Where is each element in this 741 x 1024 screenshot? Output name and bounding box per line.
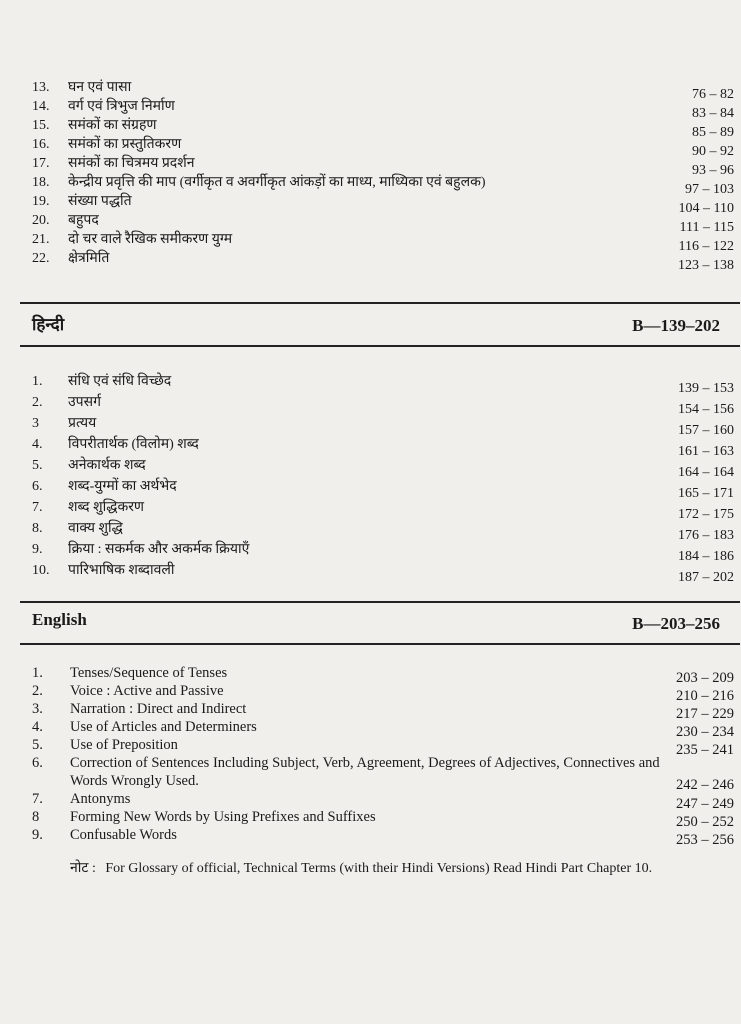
entry-page-range: 184 – 186 xyxy=(678,549,734,564)
entry-title: समंकों का संग्रहण xyxy=(68,118,157,133)
toc-entry xyxy=(32,249,734,273)
entry-page-range: 161 – 163 xyxy=(678,444,734,459)
entry-title: बहुपद xyxy=(68,213,99,228)
entry-number: 5. xyxy=(32,737,43,753)
entry-page-range: 76 – 82 xyxy=(692,87,734,102)
hindi-section-header xyxy=(32,312,720,338)
section-title: English xyxy=(32,610,87,629)
entry-page-range: 104 – 110 xyxy=(678,201,734,216)
entry-title: वाक्य शुद्धि xyxy=(68,521,123,536)
entry-page-range: 83 – 84 xyxy=(692,106,734,121)
entry-number: 7. xyxy=(32,791,43,807)
entry-title: समंकों का चित्रमय प्रदर्शन xyxy=(68,156,195,171)
entry-number: 7. xyxy=(32,500,43,515)
entry-title: पारिभाषिक शब्दावली xyxy=(68,563,175,578)
section-page-range: B—203–256 xyxy=(632,614,720,633)
maths-toc-list xyxy=(32,78,734,273)
entry-title: प्रत्यय xyxy=(68,416,97,431)
entry-number: 4. xyxy=(32,437,43,452)
entry-number: 18. xyxy=(32,175,50,190)
toc-entry xyxy=(32,78,734,102)
entry-page-range: 247 – 249 xyxy=(676,796,734,812)
entry-number: 1. xyxy=(32,665,43,681)
entry-number: 3. xyxy=(32,701,43,717)
toc-entry xyxy=(32,477,734,501)
toc-entry xyxy=(32,393,734,417)
entry-page-range: 164 – 164 xyxy=(678,465,734,480)
entry-number: 17. xyxy=(32,156,50,171)
entry-page-range: 187 – 202 xyxy=(678,570,734,585)
entry-title: Narration : Direct and Indirect xyxy=(70,701,247,717)
toc-entry xyxy=(32,154,734,178)
entry-title: Forming New Words by Using Prefixes and Suffixes xyxy=(70,809,376,825)
entry-title: Correction of Sentences Including Subject, Verb, Agreement, Degrees of Adjectives, Connectives and Words Wrongly Used. xyxy=(70,755,660,789)
toc-entry xyxy=(32,718,734,740)
entry-number: 8. xyxy=(32,521,43,536)
entry-number: 3 xyxy=(32,416,39,431)
entry-number: 1. xyxy=(32,374,43,389)
section-divider xyxy=(20,302,740,304)
entry-title: Use of Articles and Determiners xyxy=(70,719,257,735)
toc-entry xyxy=(32,790,734,812)
entry-title: शब्द शुद्धिकरण xyxy=(68,500,145,515)
entry-title: Antonyms xyxy=(70,791,131,807)
entry-number: 14. xyxy=(32,99,50,114)
entry-number: 13. xyxy=(32,80,50,95)
hindi-toc-list xyxy=(32,372,734,585)
entry-number: 22. xyxy=(32,251,50,266)
entry-page-range: 250 – 252 xyxy=(676,814,734,830)
footnote xyxy=(70,858,652,877)
toc-entry xyxy=(32,664,734,686)
toc-entry xyxy=(32,97,734,121)
entry-title: केन्द्रीय प्रवृत्ति की माप (वर्गीकृत व अवर्गीकृत आंकड़ों का माध्य, माध्यिका एवं बहुलक) xyxy=(68,175,486,190)
note-text: For Glossary of official, Technical Terms (with their Hindi Versions) Read Hindi Part Chapter 10. xyxy=(105,861,653,876)
entry-title: Tenses/Sequence of Tenses xyxy=(70,665,228,681)
toc-entry xyxy=(32,135,734,159)
english-toc-list xyxy=(32,664,734,848)
entry-number: 2. xyxy=(32,395,43,410)
entry-number: 20. xyxy=(32,213,50,228)
entry-page-range: 85 – 89 xyxy=(692,125,734,140)
entry-title: अनेकार्थक शब्द xyxy=(68,458,146,473)
entry-page-range: 90 – 92 xyxy=(692,144,734,159)
entry-number: 9. xyxy=(32,542,43,557)
toc-entry xyxy=(32,116,734,140)
entry-page-range: 230 – 234 xyxy=(676,724,734,740)
entry-number: 9. xyxy=(32,827,43,843)
toc-entry xyxy=(32,682,734,704)
entry-page-range: 242 – 246 xyxy=(676,777,734,793)
toc-entry xyxy=(32,826,734,848)
entry-page-range: 165 – 171 xyxy=(678,486,734,501)
entry-title: क्रिया : सकर्मक और अकर्मक क्रियाएँ xyxy=(68,542,250,557)
english-section-header xyxy=(32,610,720,636)
entry-page-range: 172 – 175 xyxy=(678,507,734,522)
note-label: नोट : xyxy=(70,861,96,876)
entry-page-range: 97 – 103 xyxy=(685,182,734,197)
entry-page-range: 235 – 241 xyxy=(676,742,734,758)
entry-number: 8 xyxy=(32,809,40,825)
entry-number: 10. xyxy=(32,563,50,578)
entry-title: Use of Preposition xyxy=(70,737,178,753)
entry-page-range: 123 – 138 xyxy=(678,258,734,273)
entry-page-range: 154 – 156 xyxy=(678,402,734,417)
toc-entry xyxy=(32,211,734,235)
entry-page-range: 116 – 122 xyxy=(678,239,734,254)
entry-title: विपरीतार्थक (विलोम) शब्द xyxy=(68,437,199,452)
toc-entry xyxy=(32,561,734,585)
section-title: हिन्दी xyxy=(32,315,65,334)
entry-title: घन एवं पासा xyxy=(68,80,132,95)
toc-entry xyxy=(32,540,734,564)
entry-number: 21. xyxy=(32,232,50,247)
entry-number: 5. xyxy=(32,458,43,473)
entry-number: 6. xyxy=(32,755,43,771)
entry-page-range: 217 – 229 xyxy=(676,706,734,722)
entry-page-range: 93 – 96 xyxy=(692,163,734,178)
section-page-range: B—139–202 xyxy=(632,316,720,335)
entry-page-range: 111 – 115 xyxy=(679,220,734,235)
entry-title: समंकों का प्रस्तुतिकरण xyxy=(68,137,182,152)
entry-number: 6. xyxy=(32,479,43,494)
entry-title: संख्या पद्धति xyxy=(68,194,132,209)
entry-title: क्षेत्रमिति xyxy=(68,251,110,266)
entry-title: दो चर वाले रैखिक समीकरण युग्म xyxy=(68,232,233,247)
entry-page-range: 176 – 183 xyxy=(678,528,734,543)
toc-entry xyxy=(32,754,734,793)
toc-entry xyxy=(32,230,734,254)
toc-entry xyxy=(32,372,734,396)
section-divider xyxy=(20,643,740,645)
toc-entry xyxy=(32,519,734,543)
entry-number: 2. xyxy=(32,683,43,699)
section-divider xyxy=(20,345,740,347)
toc-entry xyxy=(32,700,734,722)
entry-title: संधि एवं संधि विच्छेद xyxy=(68,374,172,389)
toc-entry xyxy=(32,192,734,216)
entry-page-range: 210 – 216 xyxy=(676,688,734,704)
toc-entry xyxy=(32,808,734,830)
entry-page-range: 253 – 256 xyxy=(676,832,734,848)
entry-page-range: 203 – 209 xyxy=(676,670,734,686)
entry-number: 16. xyxy=(32,137,50,152)
toc-entry xyxy=(32,173,734,197)
section-divider xyxy=(20,601,740,603)
entry-title: Confusable Words xyxy=(70,827,177,843)
toc-entry xyxy=(32,456,734,480)
entry-number: 15. xyxy=(32,118,50,133)
entry-title: वर्ग एवं त्रिभुज निर्माण xyxy=(68,99,175,114)
entry-page-range: 157 – 160 xyxy=(678,423,734,438)
entry-number: 19. xyxy=(32,194,50,209)
toc-entry xyxy=(32,414,734,438)
entry-title: शब्द-युग्मों का अर्थभेद xyxy=(68,479,177,494)
entry-page-range: 139 – 153 xyxy=(678,381,734,396)
toc-entry xyxy=(32,498,734,522)
toc-entry xyxy=(32,435,734,459)
entry-number: 4. xyxy=(32,719,43,735)
entry-title: Voice : Active and Passive xyxy=(70,683,224,699)
toc-entry xyxy=(32,736,734,758)
entry-title: उपसर्ग xyxy=(68,395,101,410)
